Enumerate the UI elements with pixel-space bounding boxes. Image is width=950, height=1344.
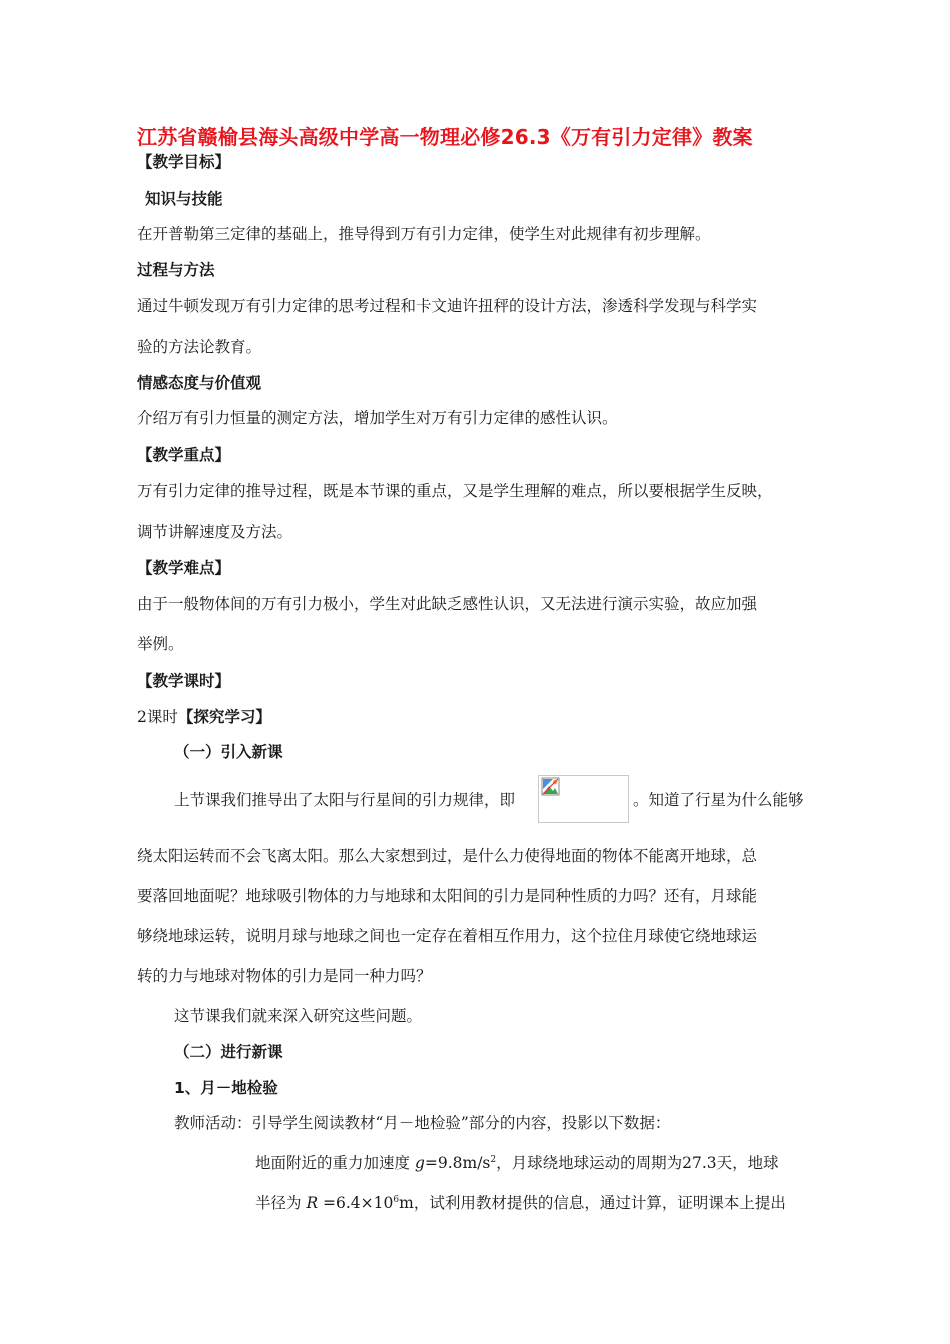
process-line: 验的方法论教育。 — [137, 338, 262, 356]
objectives-heading: 【教学目标】 — [137, 153, 231, 171]
emotion-text: 介绍万有引力恒量的测定方法，增加学生对万有引力定律的感性认识。 — [137, 409, 618, 427]
emotion-heading: 情感态度与价值观 — [137, 374, 262, 392]
intro-line-part: 。知道了行星为什么能够 — [633, 791, 804, 809]
difficulty-line: 由于一般物体间的万有引力极小，学生对此缺乏感性认识，又无法进行演示实验，故应加强 — [137, 595, 758, 613]
intro-line-part: 上节课我们推导出了太阳与行星间的引力规律，即 — [174, 791, 516, 809]
intro-line: 够绕地球运转，说明月球与地球之间也一定存在着相互作用力，这个拉住月球使它绕地球运 — [137, 927, 758, 945]
section-new-lesson-heading: （二）进行新课 — [174, 1043, 283, 1061]
class-hours-line — [137, 707, 271, 727]
difficulty-line: 举例。 — [137, 635, 184, 653]
explore-heading: 【探究学习】 — [177, 708, 271, 726]
intro-line: 要落回地面呢？地球吸引物体的力与地球和太阳间的引力是同种性质的力吗？还有，月球能 — [137, 887, 758, 905]
class-hours-value: 2课时 — [137, 708, 178, 726]
process-line: 通过牛顿发现万有引力定律的思考过程和卡文迪许扭秤的设计方法，渗透科学发现与科学实 — [137, 297, 758, 315]
key-points-line: 调节讲解速度及方法。 — [137, 523, 293, 541]
key-points-heading: 【教学重点】 — [137, 446, 231, 464]
class-hours-heading: 【教学课时】 — [137, 672, 231, 690]
moon-earth-test-heading: 1、月－地检验 — [174, 1079, 278, 1097]
intro-line: 绕太阳运转而不会飞离太阳。那么大家想到过，是什么力使得地面的物体不能离开地球，总 — [137, 847, 758, 865]
key-points-line: 万有引力定律的推导过程，既是本节课的重点，又是学生理解的难点，所以要根据学生反映， — [137, 482, 773, 500]
teacher-activity-line: 教师活动：引导学生阅读教材“月－地检验”部分的内容，投影以下数据： — [174, 1114, 671, 1132]
data-line: 半径为 $R =6.4\times 10^6m$，试利用教材提供的信息，通过计算，证明课本上提出 — [255, 1194, 786, 1213]
difficulty-heading: 【教学难点】 — [137, 559, 231, 577]
process-heading: 过程与方法 — [137, 261, 215, 279]
knowledge-heading: 知识与技能 — [145, 190, 223, 208]
data-line: 地面附近的重力加速度 $g=9.8m/s^2$，月球绕地球运动的周期为27.3天，地球 — [255, 1154, 779, 1173]
broken-image-icon — [541, 777, 561, 797]
intro-line: 转的力与地球对物体的引力是同一种力吗？ — [137, 967, 432, 985]
formula-image-placeholder — [538, 775, 629, 823]
section-intro-heading: （一）引入新课 — [174, 743, 283, 761]
intro-line: 这节课我们就来深入研究这些问题。 — [174, 1007, 423, 1025]
document-title: 江苏省赣榆县海头高级中学高一物理必修26.3《万有引力定律》教案 — [137, 125, 753, 149]
knowledge-text: 在开普勒第三定律的基础上，推导得到万有引力定律，使学生对此规律有初步理解。 — [137, 225, 711, 243]
